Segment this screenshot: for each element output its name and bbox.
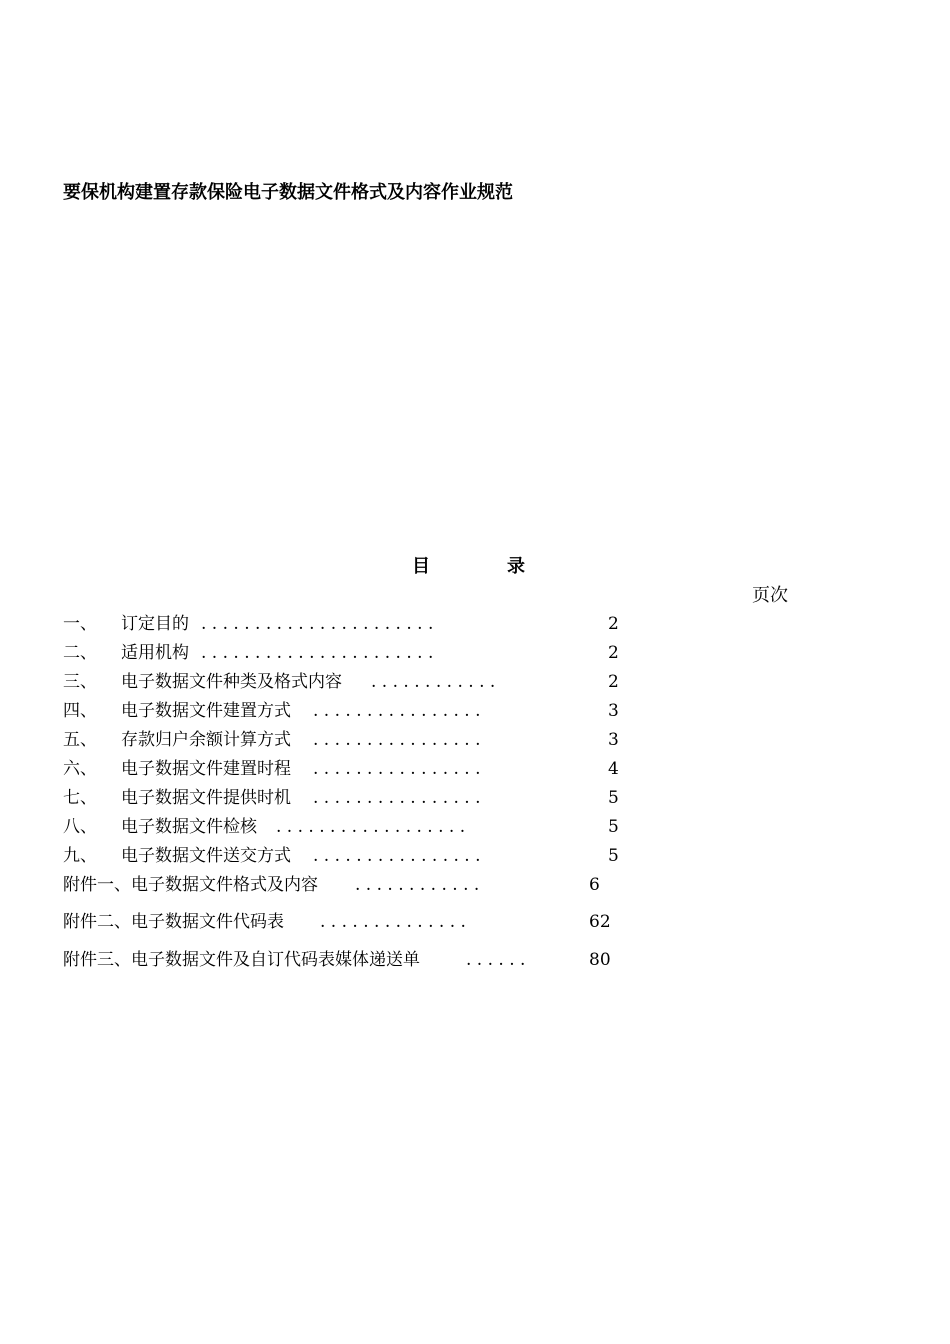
toc-appendix-page: 80 <box>589 950 611 970</box>
toc-appendix-leader: . . . . . . . . . . . . . . <box>320 912 466 932</box>
toc-entry-leader: . . . . . . . . . . . . . . . . . . <box>276 817 466 837</box>
toc-entry-label: 电子数据文件提供时机 <box>121 788 291 808</box>
toc-entry-page: 5 <box>608 788 619 808</box>
toc-entry-page: 2 <box>608 672 619 692</box>
toc-appendix-label: 附件二、电子数据文件代码表 <box>63 912 284 932</box>
toc-entry-label: 电子数据文件种类及格式内容 <box>121 672 342 692</box>
toc-entry-page: 2 <box>608 614 619 634</box>
toc-entry-number: 三、 <box>63 672 97 692</box>
toc-entry-label: 电子数据文件建置方式 <box>121 701 291 721</box>
toc-appendix-label: 附件一、电子数据文件格式及内容 <box>63 875 318 895</box>
document-title: 要保机构建置存款保险电子数据文件格式及内容作业规范 <box>63 182 513 203</box>
toc-entry-leader: . . . . . . . . . . . . . . . . <box>313 788 481 808</box>
toc-entry-number: 七、 <box>63 788 97 808</box>
page-column-label: 页次 <box>752 585 788 606</box>
toc-entry-leader: . . . . . . . . . . . . . . . . <box>313 701 481 721</box>
toc-entry-number: 二、 <box>63 643 97 663</box>
toc-entry-page: 5 <box>608 846 619 866</box>
toc-entry-number: 五、 <box>63 730 97 750</box>
toc-appendix-leader: . . . . . . <box>466 950 526 970</box>
toc-entry-label: 电子数据文件送交方式 <box>121 846 291 866</box>
toc-entry-label: 适用机构 <box>121 643 189 663</box>
toc-entry-page: 3 <box>608 701 619 721</box>
toc-entry-page: 2 <box>608 643 619 663</box>
toc-entry-number: 四、 <box>63 701 97 721</box>
toc-entry-leader: . . . . . . . . . . . . . . . . <box>313 846 481 866</box>
toc-entry-page: 4 <box>608 759 619 779</box>
toc-entry-leader: . . . . . . . . . . . . . . . . . . . . . . <box>201 643 434 663</box>
toc-entry-leader: . . . . . . . . . . . . <box>371 672 496 692</box>
toc-appendix-page: 6 <box>589 875 600 895</box>
toc-entry-page: 5 <box>608 817 619 837</box>
toc-appendix-leader: . . . . . . . . . . . . <box>355 875 480 895</box>
toc-entry-label: 存款归户余额计算方式 <box>121 730 291 750</box>
toc-entry-leader: . . . . . . . . . . . . . . . . <box>313 759 481 779</box>
toc-entry-number: 八、 <box>63 817 97 837</box>
toc-appendix-label: 附件三、电子数据文件及自订代码表媒体递送单 <box>63 950 420 970</box>
toc-entry-label: 电子数据文件检核 <box>121 817 257 837</box>
toc-entry-label: 订定目的 <box>121 614 189 634</box>
toc-heading-char-2: 录 <box>507 556 525 577</box>
toc-entry-label: 电子数据文件建置时程 <box>121 759 291 779</box>
toc-entry-leader: . . . . . . . . . . . . . . . . <box>313 730 481 750</box>
toc-entry-page: 3 <box>608 730 619 750</box>
toc-heading-char-1: 目 <box>412 556 430 577</box>
toc-entry-leader: . . . . . . . . . . . . . . . . . . . . . . <box>201 614 434 634</box>
toc-appendix-page: 62 <box>589 912 611 932</box>
toc-entry-number: 六、 <box>63 759 97 779</box>
toc-entry-number: 一、 <box>63 614 97 634</box>
toc-entry-number: 九、 <box>63 846 97 866</box>
